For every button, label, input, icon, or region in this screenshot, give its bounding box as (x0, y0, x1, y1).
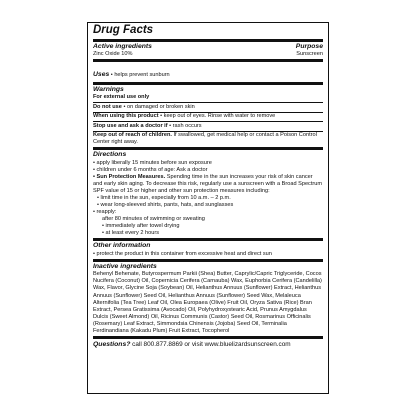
when-using-label: When using this product (93, 113, 159, 120)
external-use (93, 94, 323, 102)
inactive-text: Behenyl Behenate, Butyrospermum Parkii (Shea) Butter, Caprylic/Capric Triglyceride, Cocos Nucifera (Coconut) Oil, Copernicia Cerifera (Carnauba) Wax, Euphorbia Cerifera (Candelilla) Wax, Flavor, Glycine Soja (Soybean) Oil, Helianthus Annuus (Sunflower) Extract, Helianthus Annuus (Sunflower) Seed Oil, Helianthus Annuus (Sunflower) Seed Wax, Melaleuca Alternifolia (Tea Tree) Leaf Oil, Olea Europaea (Olive) Fruit Oil, Oryza Sativa (Rice) Bran Extract, Persea Gratissima (Avocado) Oil, Polyhydroxystearic Acid, Prunus Amygdalus Dulcis (Sweet Almond) Oil, Ricinus Communis (Castor) Seed Oil, Rosmarinus Officinalis (Rosemary) Leaf Extract, Simmondsia Chinensis (Jojoba) Seed Oil, Terminalia Ferdinandiana (Kakadu Plum) Fruit Extract, Tocopherol (93, 271, 322, 334)
drug-facts-panel (87, 22, 329, 394)
do-not-use-text: • on damaged or broken skin (121, 103, 195, 110)
other-info-text: • protect the product in this container from excessive heat and direct sun (93, 250, 272, 257)
reapply-3: • at least every 2 hours (102, 230, 159, 237)
active-value-row (93, 51, 323, 59)
active-ingredients-heading: Active ingredients (93, 43, 152, 50)
uses-text: • helps prevent sunburn (109, 71, 170, 78)
reapply: • reapply: (93, 209, 117, 216)
questions-heading: Questions? (93, 340, 131, 348)
questions-section (93, 336, 323, 350)
directions-bullet-2: • children under 6 months of age: Ask a doctor (93, 166, 208, 173)
do-not-use-label: Do not use (93, 103, 122, 110)
reapply-2: • immediately after towel drying (102, 223, 180, 230)
directions-section (93, 147, 323, 238)
sun-protection (93, 174, 323, 195)
inactive-section (93, 259, 323, 336)
inactive-heading: Inactive ingredients (93, 262, 157, 270)
reapply-1: after 80 minutes of swimming or sweating (102, 216, 205, 223)
stop-use (93, 121, 323, 131)
sun-protection-label: • Sun Protection Measures. (93, 173, 166, 180)
when-using (93, 112, 323, 122)
questions-text: call 800.877.8869 or visit www.bluelizardsunscreen.com (130, 340, 291, 348)
warnings-section (93, 82, 323, 148)
active-ingredient: Zinc Oxide 10% (93, 50, 133, 57)
stop-use-text: • rash occurs (167, 122, 202, 129)
when-using-text: • keep out of eyes. Rinse with water to remove (158, 113, 276, 120)
do-not-use (93, 102, 323, 112)
sun-protection-text: Spending time in the sun increases your risk of skin cancer and early skin aging. To decrease this risk, regularly use a sunscreen with a Broad Spectrum SPF value of 15 or higher and other sun protection measures including: (93, 173, 323, 195)
sun-sub-1: • limit time in the sun, especially from 10 a.m. – 2 p.m. (97, 195, 231, 202)
keep-out-text: If swallowed, get medical help or contact a Poison Control Center right away. (93, 132, 317, 146)
panel-title: Drug Facts (93, 24, 154, 36)
directions-bullet-1: • apply liberally 15 minutes before sun exposure (93, 159, 212, 166)
purpose-heading: Purpose (295, 43, 323, 50)
other-info-heading: Other information (93, 242, 151, 250)
uses-section (93, 59, 323, 82)
keep-out-of-reach (93, 131, 323, 148)
uses-heading: Uses (93, 70, 110, 78)
other-info-section (93, 238, 323, 259)
stop-use-label: Stop use and ask a doctor if (93, 122, 168, 129)
sun-sub-2: • wear long-sleeved shirts, pants, hats, and sunglasses (97, 202, 234, 209)
external-use-label: For external use only (93, 94, 150, 101)
directions-heading: Directions (93, 151, 127, 159)
purpose-value: Sunscreen (296, 50, 323, 57)
active-ingredients-section (93, 39, 323, 59)
keep-out-label: Keep out of reach of children. (93, 132, 172, 139)
warnings-heading: Warnings (93, 85, 124, 93)
